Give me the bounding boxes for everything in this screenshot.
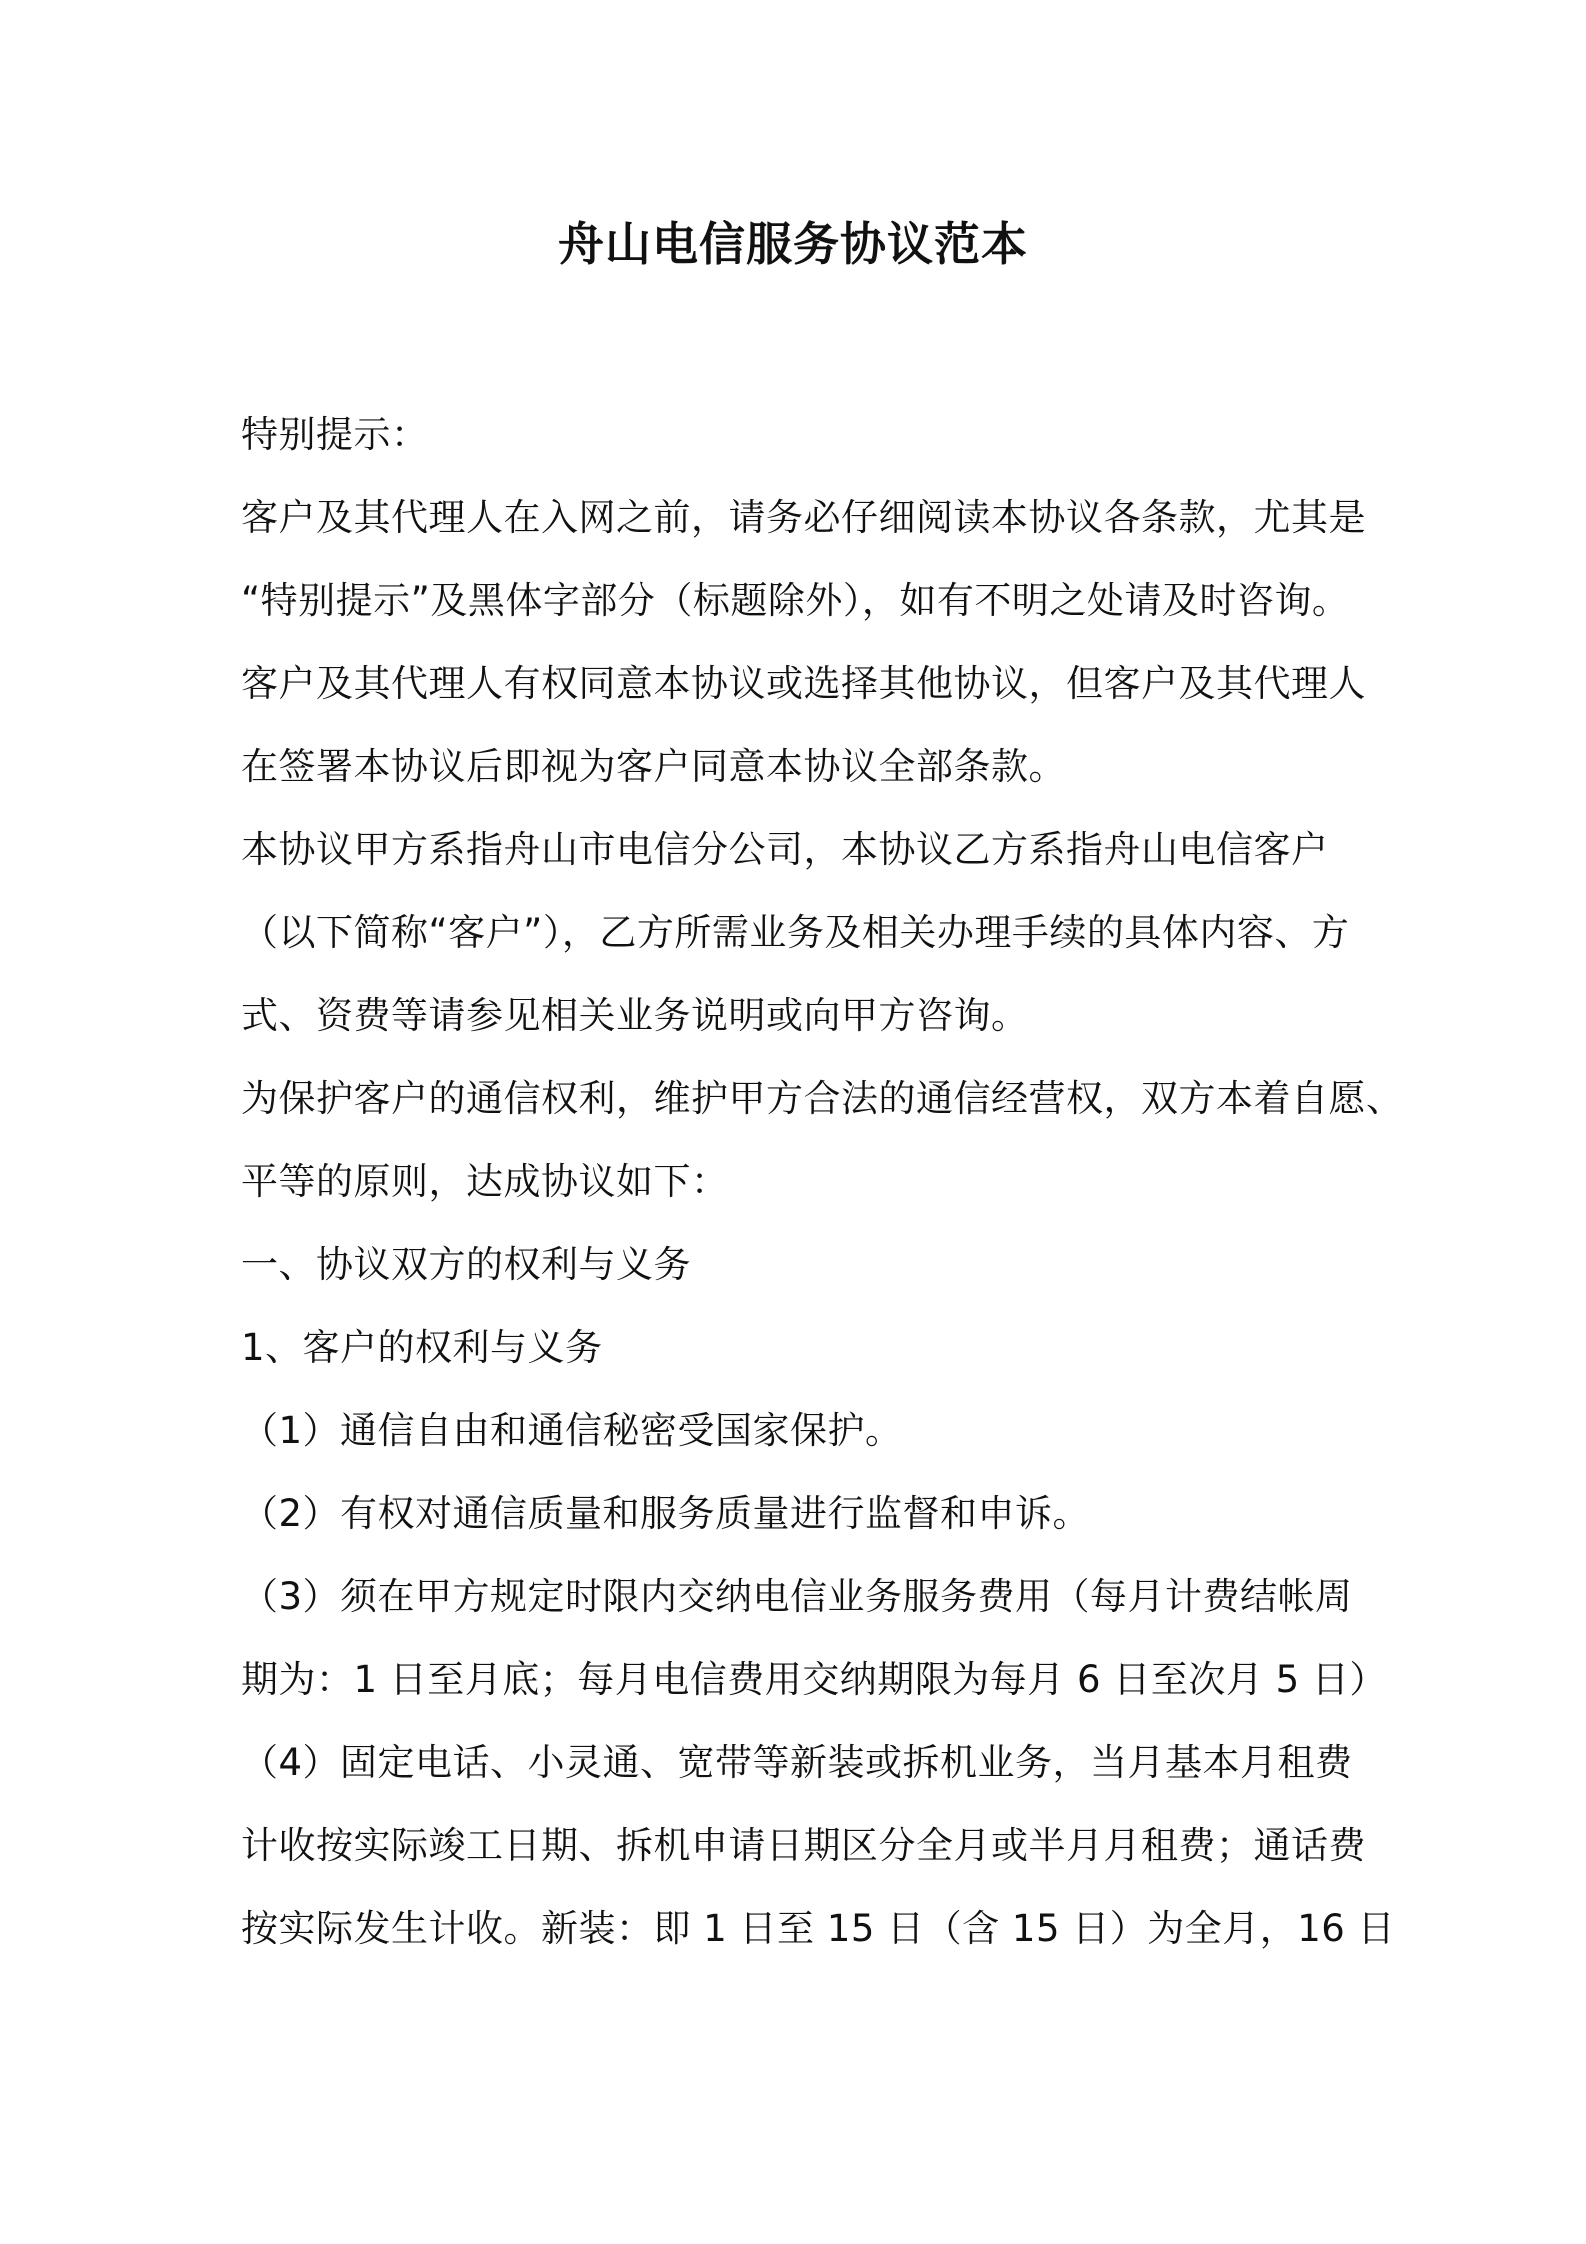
subsection-heading: 1、客户的权利与义务 [241,1326,603,1369]
list-item: （1）通信自由和通信秘密受国家保护。 [241,1409,903,1452]
text-line: 计收按实际竣工日期、拆机申请日期区分全月或半月月租费；通话费 [241,1824,1366,1867]
text-line: “特别提示”及黑体字部分（标题除外），如有不明之处请及时咨询。 [241,579,1350,622]
list-item: （2）有权对通信质量和服务质量进行监督和申诉。 [241,1492,1091,1535]
text-line: 特别提示： [241,413,429,456]
text-line: 按实际发生计收。新装：即 1 日至 15 日（含 15 日）为全月，16 日 [241,1907,1396,1950]
text-line: 在签署本协议后即视为客户同意本协议全部条款。 [241,745,1066,788]
text-line: 式、资费等请参见相关业务说明或向甲方咨询。 [241,994,1029,1037]
list-item: （4）固定电话、小灵通、宽带等新装或拆机业务，当月基本月租费 [241,1741,1353,1784]
document-body [241,409,1404,1986]
text-line: 为保护客户的通信权利，维护甲方合法的通信经营权，双方本着自愿、 [241,1077,1404,1120]
text-line: 客户及其代理人在入网之前，请务必仔细阅读本协议各条款，尤其是 [241,496,1366,539]
text-line: 客户及其代理人有权同意本协议或选择其他协议，但客户及其代理人 [241,662,1366,705]
text-line: 期为：1 日至月底；每月电信费用交纳期限为每月 6 日至次月 5 日） [241,1658,1387,1701]
text-line: （以下简称“客户”），乙方所需业务及相关办理手续的具体内容、方 [241,911,1350,954]
document-title: 舟山电信服务协议范本 [558,217,1028,271]
text-line: 平等的原则，达成协议如下： [241,1160,729,1203]
text-line: 本协议甲方系指舟山市电信分公司，本协议乙方系指舟山电信客户 [241,828,1329,871]
section-heading: 一、协议双方的权利与义务 [241,1243,691,1286]
list-item: （3）须在甲方规定时限内交纳电信业务服务费用（每月计费结帐周 [241,1575,1353,1618]
